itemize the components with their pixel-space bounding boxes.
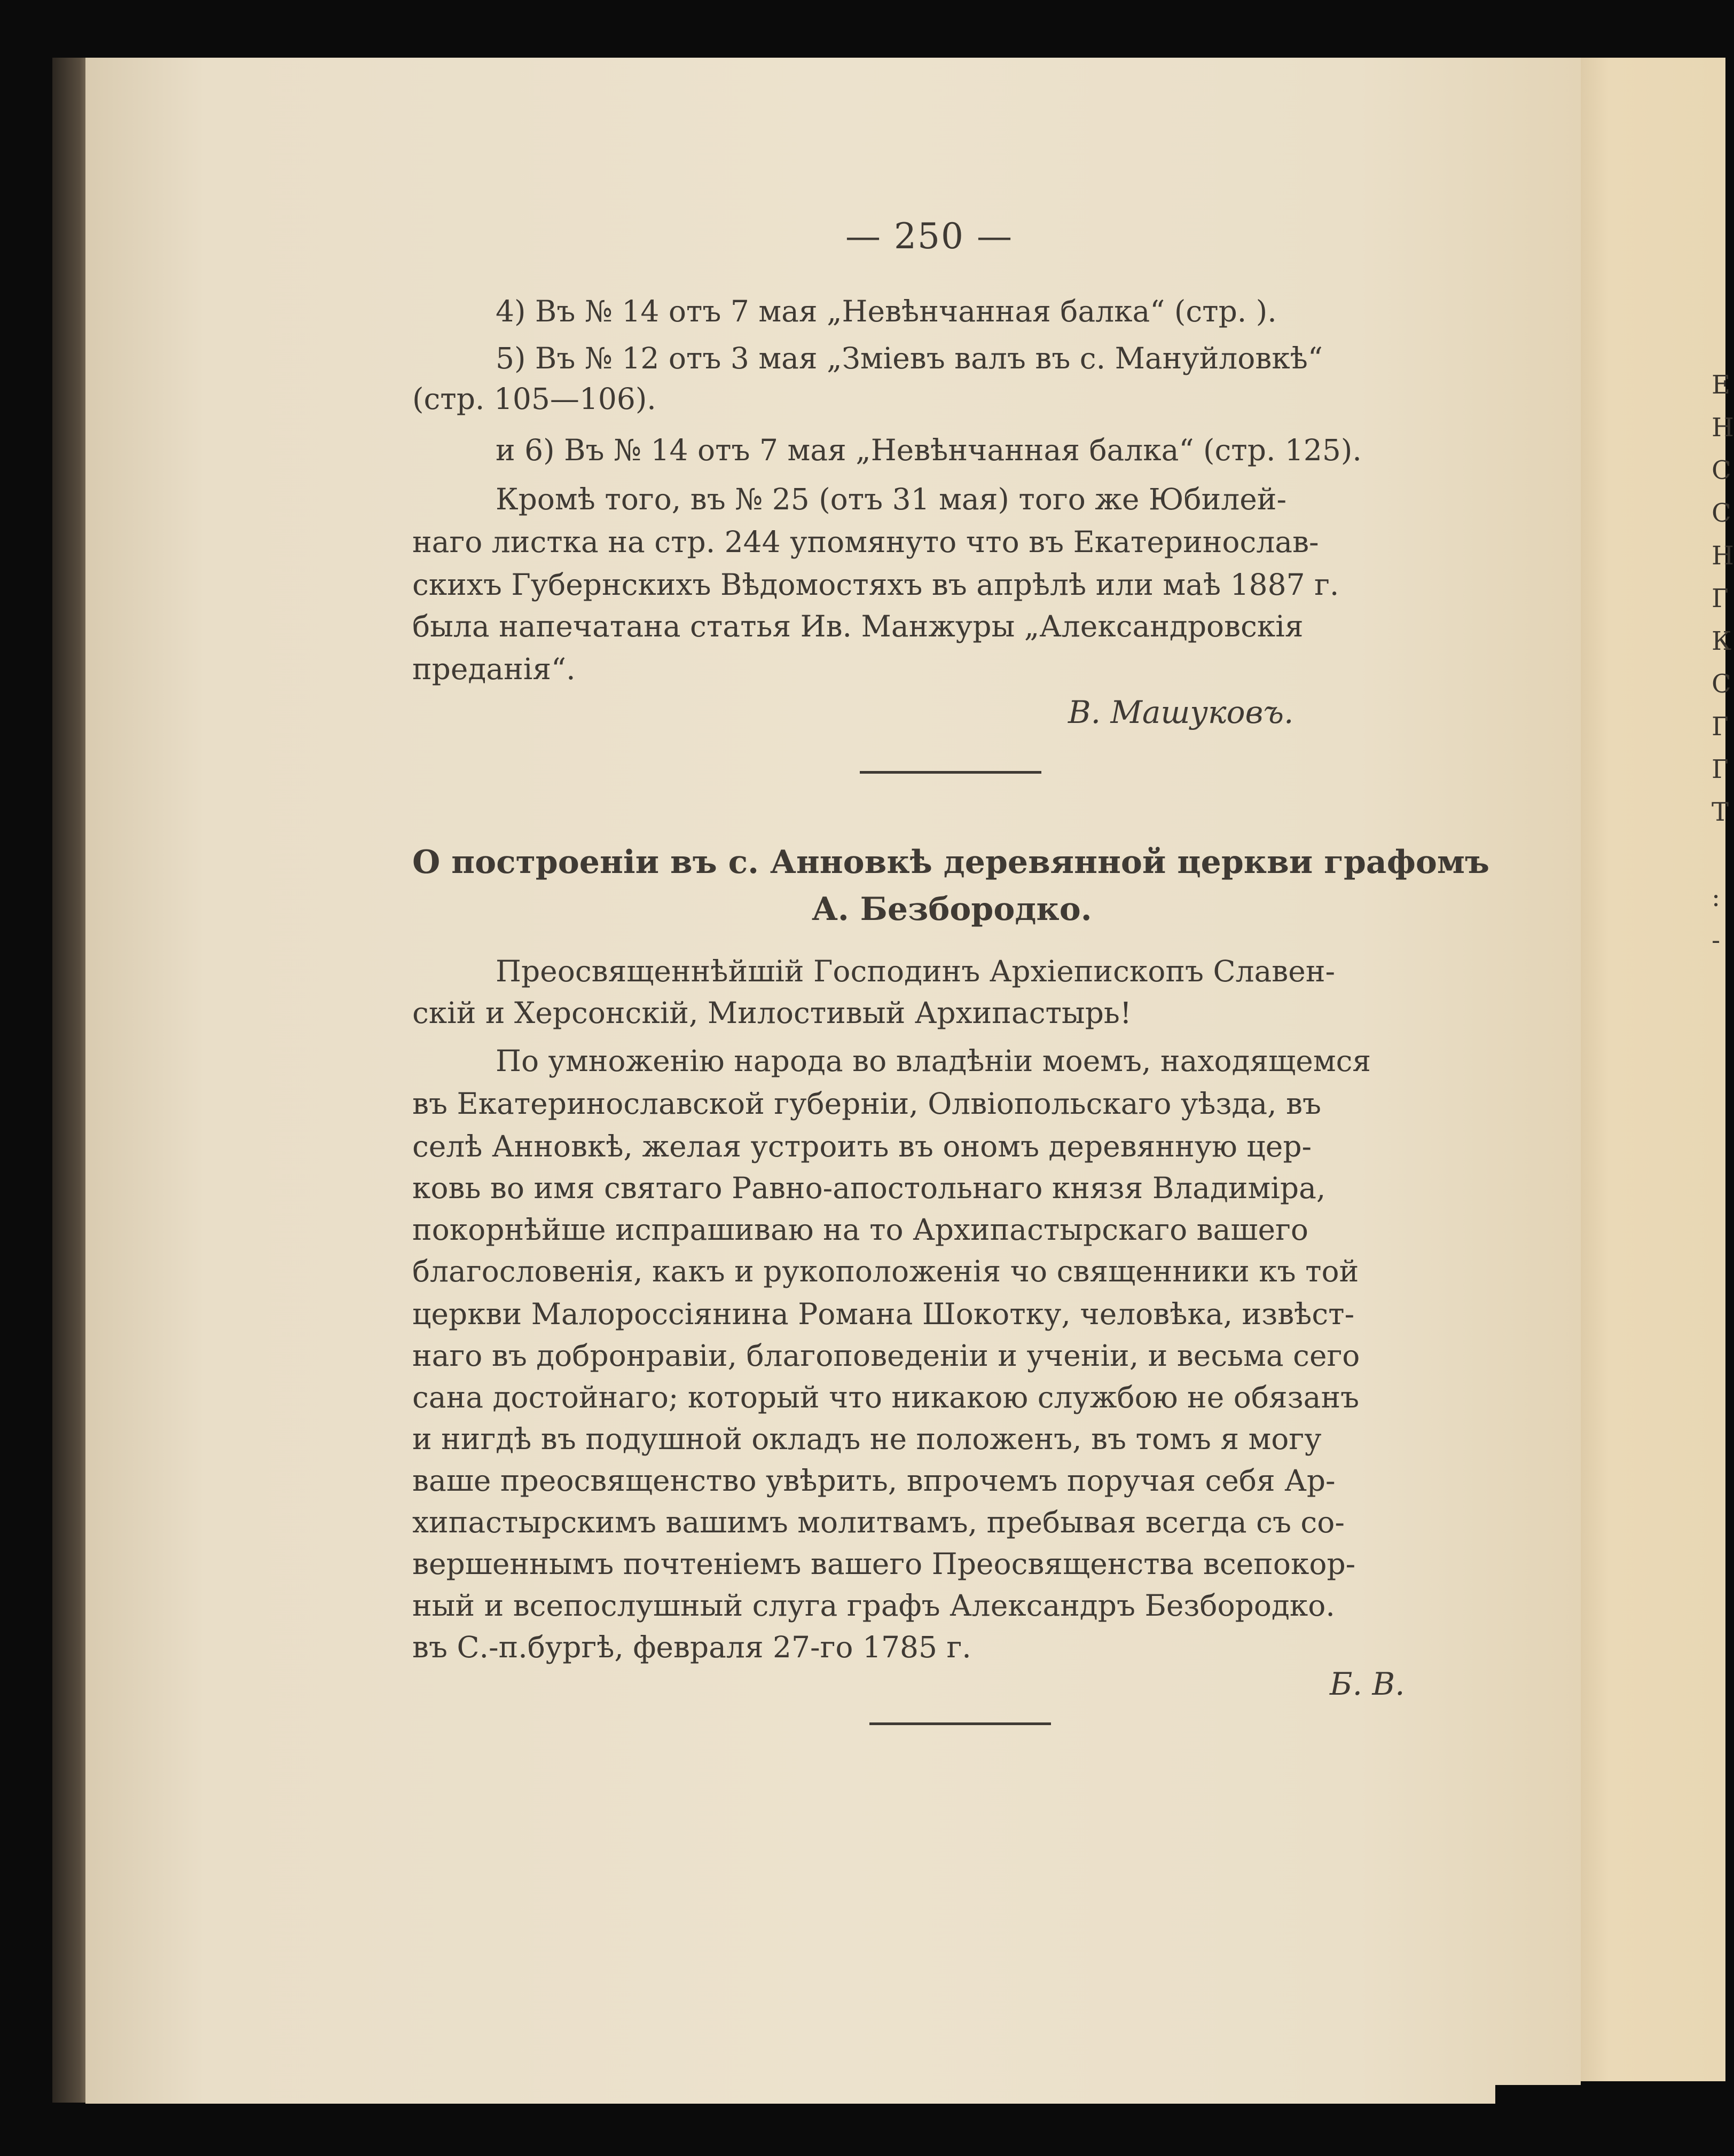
- adjacent-letter: :: [1712, 883, 1721, 912]
- author-signature: В. Машуковъ.: [1068, 694, 1294, 730]
- reference-item-4: 4) Въ № 14 отъ 7 мая „Невѣнчанная балка“ (стр. ).: [496, 294, 1277, 328]
- letter-line: По умноженію народа во владѣніи моемъ, находящемся: [496, 1044, 1371, 1078]
- letter-line: ковь во имя святаго Равно-апостольнаго князя Владиміра,: [412, 1171, 1326, 1205]
- adjacent-letter: Е: [1712, 370, 1731, 400]
- article-title-continued: А. Безбородко.: [812, 891, 1092, 928]
- salutation-line: скій и Херсонскій, Милостивый Архипастырь!: [412, 996, 1132, 1030]
- adjacent-letter: Г: [1712, 754, 1729, 784]
- letter-line: въ Екатеринославской губерніи, Олвіопольскаго уѣзда, въ: [412, 1087, 1322, 1121]
- section-divider: [860, 771, 1041, 774]
- adjacent-letter: С: [1712, 498, 1731, 528]
- letter-line: и нигдѣ въ подушной окладъ не положенъ, въ томъ я могу: [412, 1422, 1322, 1456]
- adjacent-letter: -: [1712, 925, 1721, 955]
- letter-line: ный и всепослушный слуга графъ Александръ Безбородко.: [412, 1588, 1335, 1623]
- adjacent-letter: Н: [1712, 413, 1734, 443]
- letter-line: благословенія, какъ и рукоположенія чо священники къ той: [412, 1254, 1359, 1288]
- note-line: наго листка на стр. 244 упомянуто что въ Екатеринослав-: [412, 525, 1319, 559]
- book-page: [85, 58, 1581, 2104]
- salutation-line: Преосвященнѣйшій Господинъ Архіепископъ Славен-: [496, 954, 1336, 988]
- note-line: Кромѣ того, въ № 25 (отъ 31 мая) того же Юбилей-: [496, 482, 1287, 516]
- letter-line: церкви Малороссіянина Романа Шокотку, человѣка, извѣст-: [412, 1297, 1355, 1331]
- adjacent-letter: Г: [1712, 712, 1729, 742]
- reference-item-6: и 6) Въ № 14 отъ 7 мая „Невѣнчанная балка“ (стр. 125).: [496, 433, 1362, 467]
- letter-line: въ С.-п.бургѣ, февраля 27-го 1785 г.: [412, 1630, 971, 1664]
- note-line: была напечатана статья Ив. Манжуры „Александровскія: [412, 609, 1304, 643]
- adjacent-page: [1570, 58, 1734, 2081]
- adjacent-letter: С: [1712, 669, 1731, 699]
- adjacent-letter: Т: [1712, 797, 1729, 827]
- page-number: — 250 —: [845, 216, 1013, 257]
- adjacent-letter: К: [1712, 626, 1732, 656]
- note-line: скихъ Губернскихъ Вѣдомостяхъ въ апрѣлѣ или маѣ 1887 г.: [412, 568, 1339, 602]
- end-divider: [869, 1722, 1051, 1725]
- letter-line: наго въ добронравіи, благоповеденіи и ученіи, и весьма сего: [412, 1339, 1360, 1373]
- letter-line: хипастырскимъ вашимъ молитвамъ, пребывая всегда съ со-: [412, 1505, 1345, 1539]
- adjacent-letter: С: [1712, 455, 1731, 485]
- article-title: О построеніи въ с. Анновкѣ деревянной церкви графомъ: [412, 844, 1490, 881]
- letter-line: селѣ Анновкѣ, желая устроить въ ономъ деревянную цер-: [412, 1129, 1312, 1163]
- letter-line: сана достойнаго; который что никакою службою не обязанъ: [412, 1380, 1360, 1414]
- note-line: преданія“.: [412, 652, 576, 686]
- adjacent-letter: Н: [1712, 541, 1734, 571]
- reference-item-5: 5) Въ № 12 отъ 3 мая „Зміевъ валъ въ с. Мануйловкѣ“: [496, 341, 1323, 375]
- adjacent-letter: Г: [1712, 584, 1729, 613]
- letter-line: вершеннымъ почтеніемъ вашего Преосвященства всепокор-: [412, 1547, 1356, 1581]
- letter-line: ваше преосвященство увѣрить, впрочемъ поручая себя Ар-: [412, 1463, 1336, 1498]
- scan-border: [1495, 2085, 1725, 2106]
- letter-signature: Б. В.: [1330, 1666, 1405, 1702]
- reference-item-5-continued: (стр. 105—106).: [412, 382, 656, 416]
- letter-line: покорнѣйше испрашиваю на то Архипастырскаго вашего: [412, 1213, 1309, 1247]
